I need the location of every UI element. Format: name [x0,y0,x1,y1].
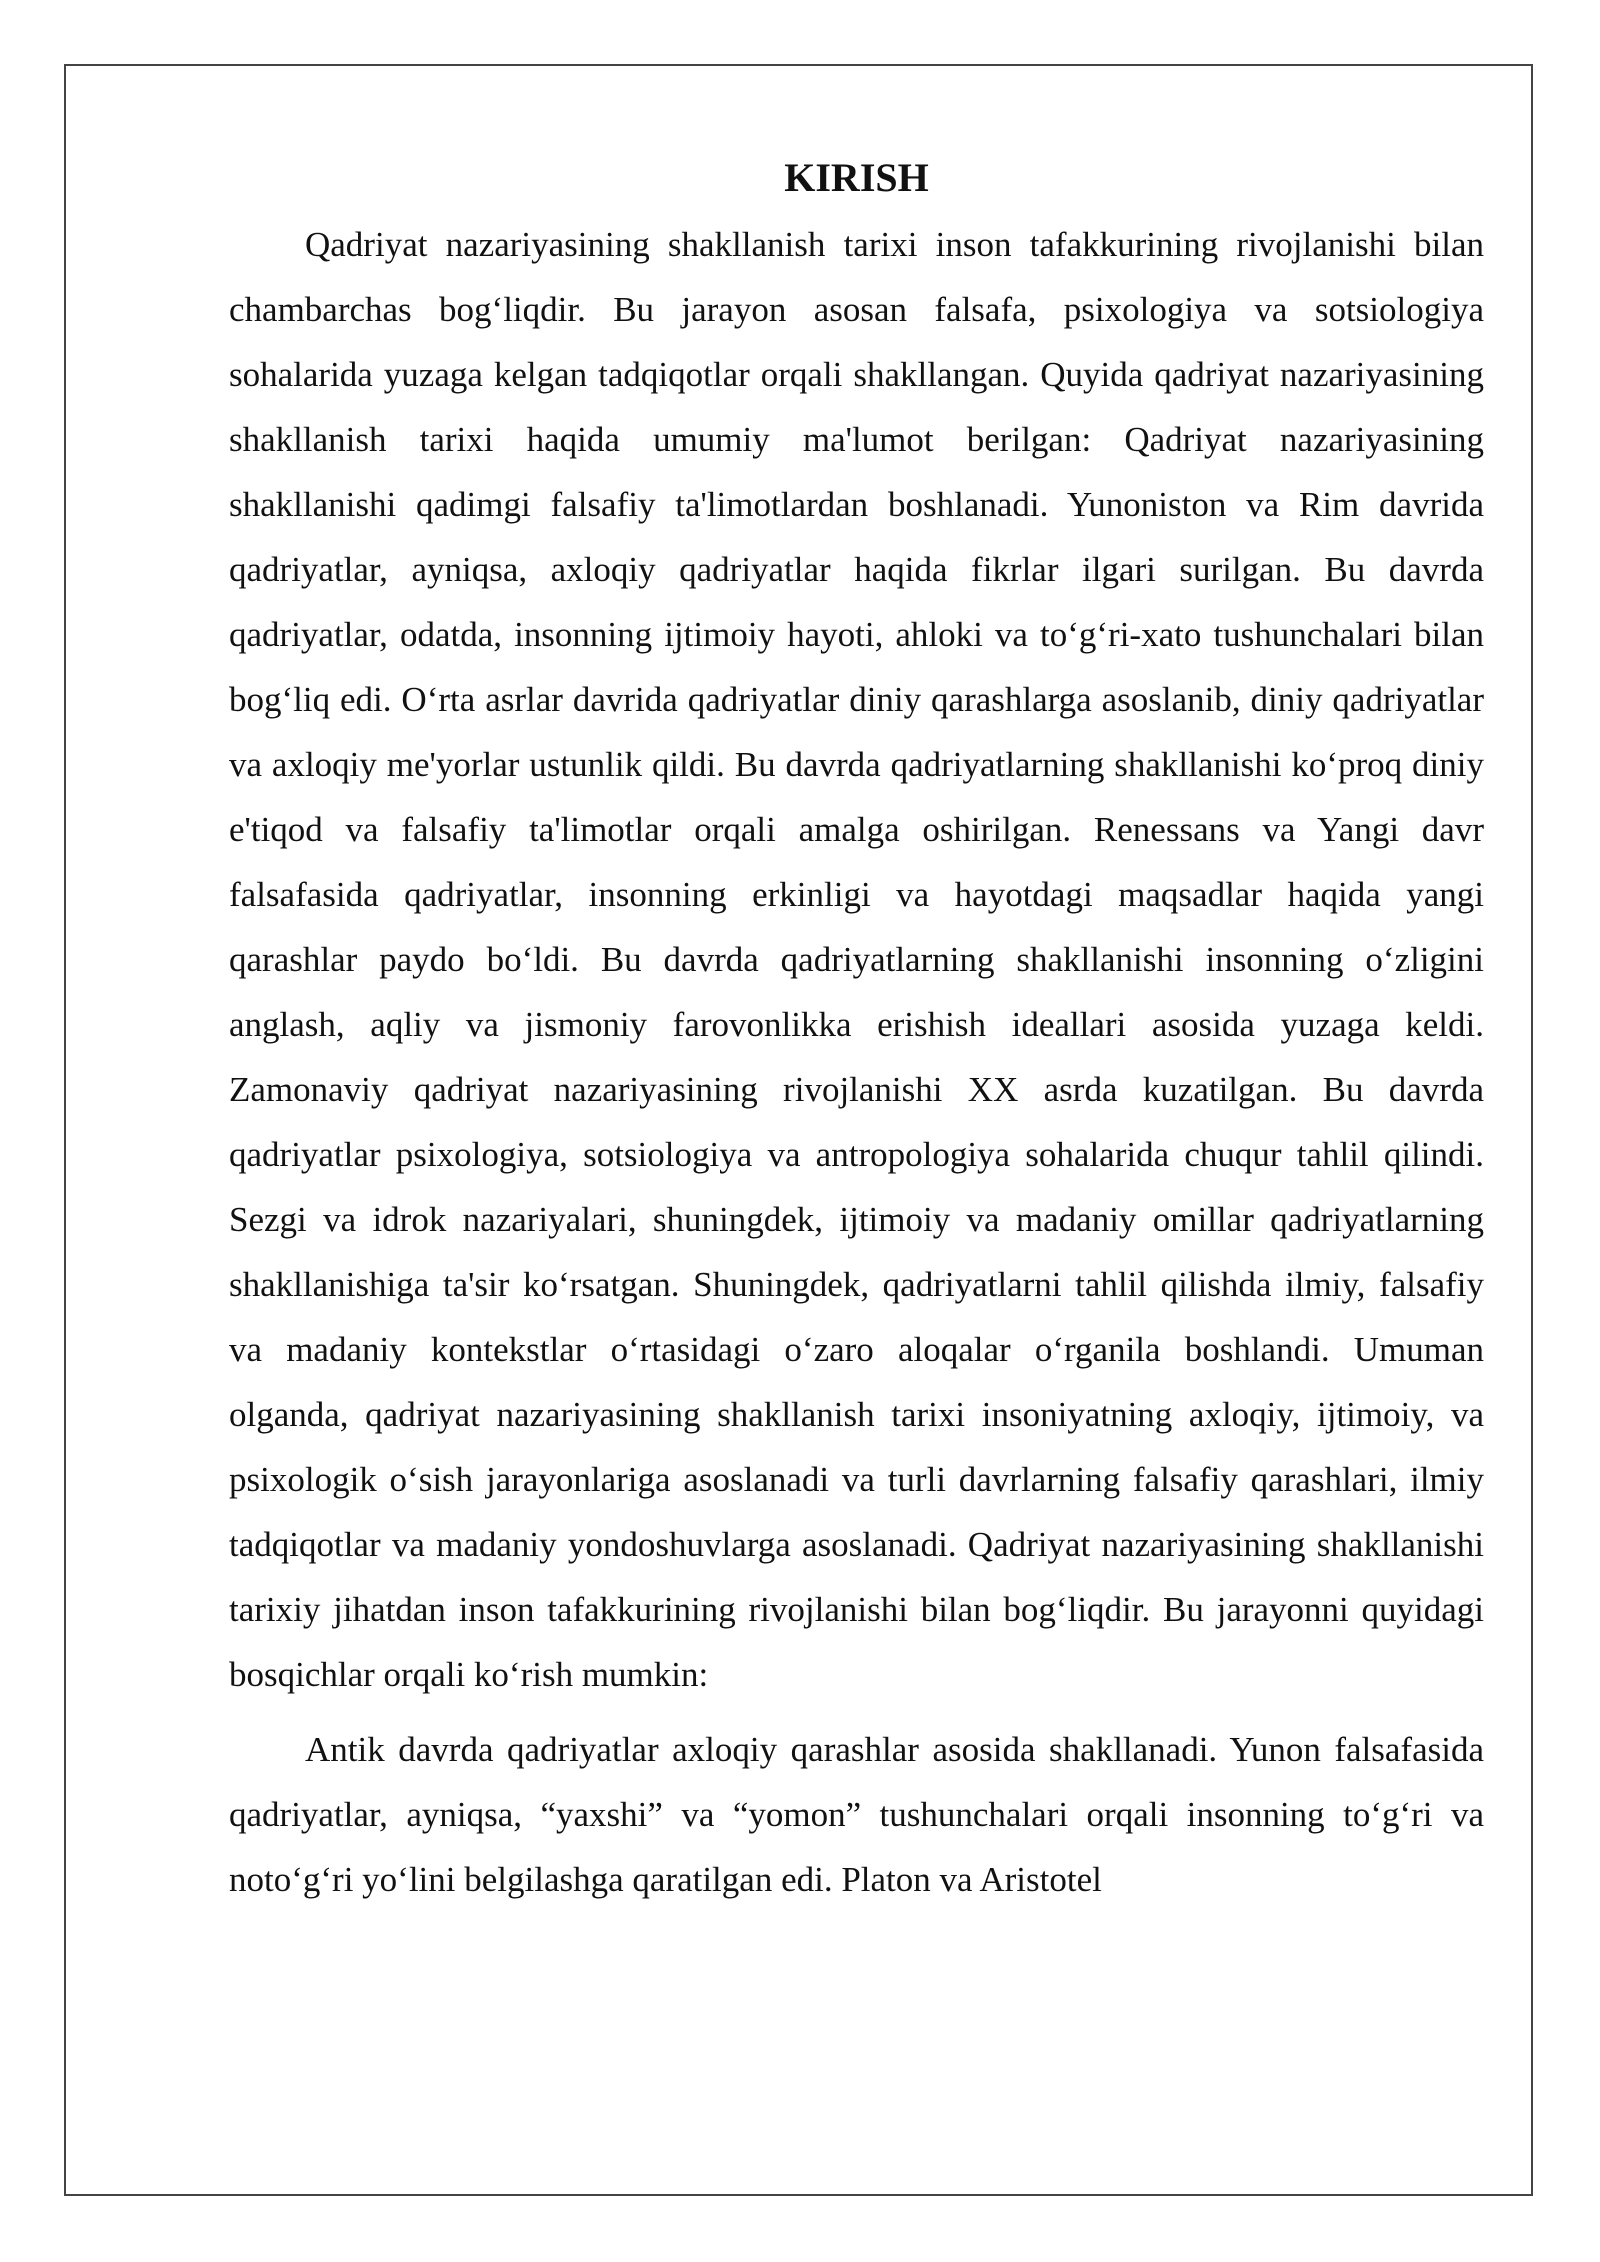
document-body [229,150,1484,1922]
page-title: KIRISH [784,155,929,200]
paragraph-1: Qadriyat nazariyasining shakllanish tarixi inson tafakkurining rivojlanishi bilan chambarchas bog‘liqdir. Bu jarayon asosan falsafa, psixologiya va sotsiologiya sohalarida yuzaga kelgan tadqiqotlar orqali shakllangan. Quyida qadriyat nazariyasining shakllanish tarixi haqida umumiy ma'lumot berilgan: Qadriyat nazariyasining shakllanishi qadimgi falsafiy ta'limotlardan boshlanadi. Yunoniston va Rim davrida qadriyatlar, ayniqsa, axloqiy qadriyatlar haqida fikrlar ilgari surilgan. Bu davrda qadriyatlar, odatda, insonning ijtimoiy hayoti, ahloki va to‘g‘ri-xato tushunchalari bilan bog‘liq edi. O‘rta asrlar davrida qadriyatlar diniy qarashlarga asoslanib, diniy qadriyatlar va axloqiy me'yorlar ustunlik qildi. Bu davrda qadriyatlarning shakllanishi ko‘proq diniy e'tiqod va falsafiy ta'limotlar orqali amalga oshirilgan. Renessans va Yangi davr falsafasida qadriyatlar, insonning erkinligi va hayotdagi maqsadlar haqida yangi qarashlar paydo bo‘ldi. Bu davrda qadriyatlarning shakllanishi insonning o‘zligini anglash, aqliy va jismoniy farovonlikka erishish ideallari asosida yuzaga keldi. Zamonaviy qadriyat nazariyasining rivojlanishi XX asrda kuzatilgan. Bu davrda qadriyatlar psixologiya, sotsiologiya va antropologiya sohalarida chuqur tahlil qilindi. Sezgi va idrok nazariyalari, shuningdek, ijtimoiy va madaniy omillar qadriyatlarning shakllanishiga ta'sir ko‘rsatgan. Shuningdek, qadriyatlarni tahlil qilishda ilmiy, falsafiy va madaniy kontekstlar o‘rtasidagi o‘zaro aloqalar o‘rganila boshlandi. Umuman olganda, qadriyat nazariyasining shakllanish tarixi insoniyatning axloqiy, ijtimoiy, va psixologik o‘sish jarayonlariga asoslanadi va turli davrlarning falsafiy qarashlari, ilmiy tadqiqotlar va madaniy yondoshuvlarga asoslanadi. Qadriyat nazariyasining shakllanishi tarixiy jihatdan inson tafakkurining rivojlanishi bilan bog‘liqdir. Bu jarayonni quyidagi bosqichlar orqali ko‘rish mumkin: [229,225,1484,1694]
paragraph-2: Antik davrda qadriyatlar axloqiy qarashlar asosida shakllanadi. Yunon falsafasida qadriyatlar, ayniqsa, “yaxshi” va “yomon” tushunchalari orqali insonning to‘g‘ri va noto‘g‘ri yo‘lini belgilashga qaratilgan edi. Platon va Aristotel [229,1730,1484,1899]
